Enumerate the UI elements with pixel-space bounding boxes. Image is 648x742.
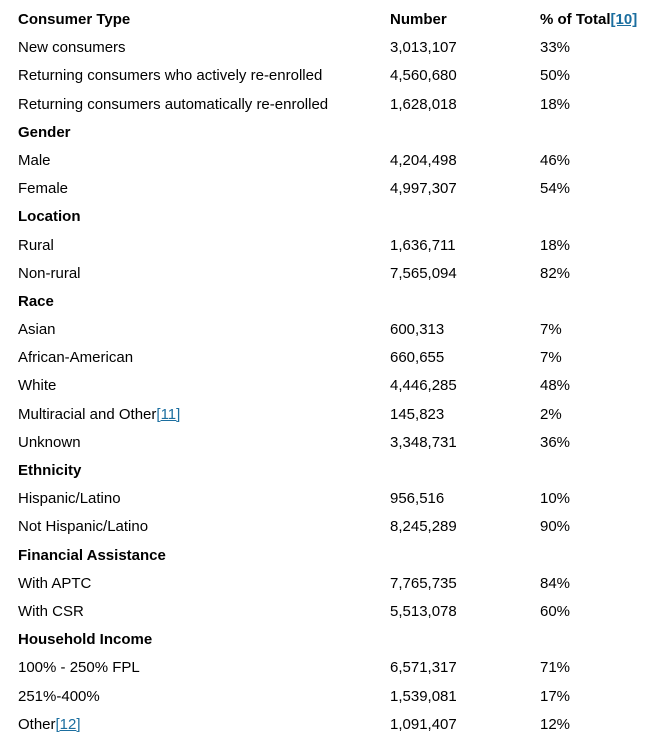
percent-cell: 10% (540, 490, 571, 508)
table-row (18, 401, 640, 429)
percent-cell: 36% (540, 433, 571, 451)
row-label (18, 598, 390, 626)
table-row (18, 513, 640, 541)
number-cell: 3,348,731 (390, 433, 457, 451)
number-cell: 145,823 (390, 405, 445, 423)
row-label (18, 344, 390, 372)
row-label (18, 485, 390, 513)
number-cell: 1,539,081 (390, 687, 457, 705)
percent-cell: 48% (540, 377, 571, 395)
number-cell: 4,204,498 (390, 151, 457, 169)
table-row (18, 683, 640, 711)
table-header-row (18, 6, 640, 34)
table-row (18, 598, 640, 626)
row-label (18, 260, 390, 288)
number-cell: 4,560,680 (390, 67, 457, 85)
table-row (18, 344, 640, 372)
section-header-row (18, 542, 640, 570)
section-label (18, 288, 390, 316)
column-header-consumer-type (18, 6, 390, 34)
number-cell: 660,655 (390, 349, 445, 367)
number-cell: 3,013,107 (390, 39, 457, 57)
row-label (18, 34, 390, 62)
row-label (18, 316, 390, 344)
table-row (18, 570, 640, 598)
table-row (18, 232, 640, 260)
number-cell: 6,571,317 (390, 659, 457, 677)
section-header-row (18, 203, 640, 231)
table-row (18, 260, 640, 288)
section-header-row (18, 626, 640, 654)
row-label (18, 570, 390, 598)
percent-cell: 71% (540, 659, 571, 677)
row-label (18, 232, 390, 260)
column-header-percent-label: % of Total (540, 11, 611, 28)
percent-cell: 50% (540, 67, 571, 85)
label-text: Gender (18, 123, 71, 141)
label-text: New consumers (18, 39, 126, 57)
row-label (18, 711, 390, 739)
number-cell: 7,565,094 (390, 264, 457, 282)
row-label (18, 91, 390, 119)
row-label (18, 62, 390, 90)
row-label (18, 175, 390, 203)
label-text: With CSR (18, 602, 84, 620)
percent-cell: 82% (540, 264, 571, 282)
percent-cell: 12% (540, 715, 571, 733)
row-label (18, 683, 390, 711)
label-text: Returning consumers automatically re-enrolled (18, 95, 329, 113)
footnote-link-11[interactable]: [11] (156, 405, 181, 423)
number-cell: 956,516 (390, 490, 445, 508)
label-text: Other (18, 715, 56, 733)
footnote-link-10[interactable]: [10] (610, 11, 638, 28)
number-cell: 1,628,018 (390, 95, 457, 113)
label-text: African-American (18, 349, 134, 367)
number-cell: 7,765,735 (390, 574, 457, 592)
percent-cell: 90% (540, 518, 571, 536)
label-text: Financial Assistance (18, 546, 166, 564)
row-label (18, 429, 390, 457)
label-text: Race (18, 292, 54, 310)
label-text: Unknown (18, 433, 81, 451)
section-label (18, 119, 390, 147)
label-text: Male (18, 151, 51, 169)
table-row (18, 429, 640, 457)
section-header-row (18, 288, 640, 316)
label-text: 251%-400% (18, 687, 100, 705)
column-header-percent-of-total (540, 6, 640, 34)
table-row (18, 316, 640, 344)
percent-cell: 18% (540, 236, 571, 254)
label-text: White (18, 377, 57, 395)
table-row (18, 62, 640, 90)
section-header-row (18, 119, 640, 147)
table-row (18, 175, 640, 203)
number-cell: 4,446,285 (390, 377, 457, 395)
table-row (18, 485, 640, 513)
label-text: Household Income (18, 631, 153, 649)
label-text: Location (18, 208, 81, 226)
table-row (18, 147, 640, 175)
table-row (18, 34, 640, 62)
percent-cell: 17% (540, 687, 571, 705)
row-label (18, 401, 390, 429)
number-cell: 600,313 (390, 321, 445, 339)
label-text: Multiracial and Other (18, 405, 157, 423)
percent-cell: 84% (540, 574, 571, 592)
percent-cell: 18% (540, 95, 571, 113)
row-label (18, 513, 390, 541)
table-row (18, 372, 640, 400)
row-label (18, 654, 390, 682)
label-text: Rural (18, 236, 54, 254)
label-text: Not Hispanic/Latino (18, 518, 149, 536)
section-label (18, 626, 390, 654)
footnote-link-12[interactable]: [12] (55, 715, 81, 733)
percent-cell: 7% (540, 321, 562, 339)
column-header-number-label: Number (390, 11, 447, 28)
label-text: Female (18, 180, 69, 198)
percent-cell: 7% (540, 349, 562, 367)
percent-cell: 33% (540, 39, 571, 57)
label-text: Asian (18, 321, 56, 339)
percent-cell: 46% (540, 151, 571, 169)
label-text: 100% - 250% FPL (18, 659, 140, 677)
percent-cell: 60% (540, 602, 571, 620)
table-body (18, 34, 640, 739)
table-row (18, 654, 640, 682)
section-header-row (18, 457, 640, 485)
section-label (18, 457, 390, 485)
label-text: Hispanic/Latino (18, 490, 121, 508)
row-label (18, 372, 390, 400)
column-header-consumer-type-label: Consumer Type (18, 11, 131, 28)
table-row (18, 91, 640, 119)
label-text: With APTC (18, 574, 92, 592)
label-text: Non-rural (18, 264, 81, 282)
number-cell: 8,245,289 (390, 518, 457, 536)
label-text: Ethnicity (18, 462, 82, 479)
table-row (18, 711, 640, 739)
number-cell: 1,636,711 (390, 236, 456, 254)
number-cell: 1,091,407 (390, 715, 457, 733)
label-text: Returning consumers who actively re-enrolled (18, 67, 323, 85)
number-cell: 4,997,307 (390, 180, 457, 198)
column-header-number (390, 6, 540, 34)
number-cell: 5,513,078 (390, 602, 457, 620)
section-label (18, 203, 390, 231)
section-label (18, 542, 390, 570)
percent-cell: 54% (540, 180, 571, 198)
row-label (18, 147, 390, 175)
percent-cell: 2% (540, 405, 562, 423)
